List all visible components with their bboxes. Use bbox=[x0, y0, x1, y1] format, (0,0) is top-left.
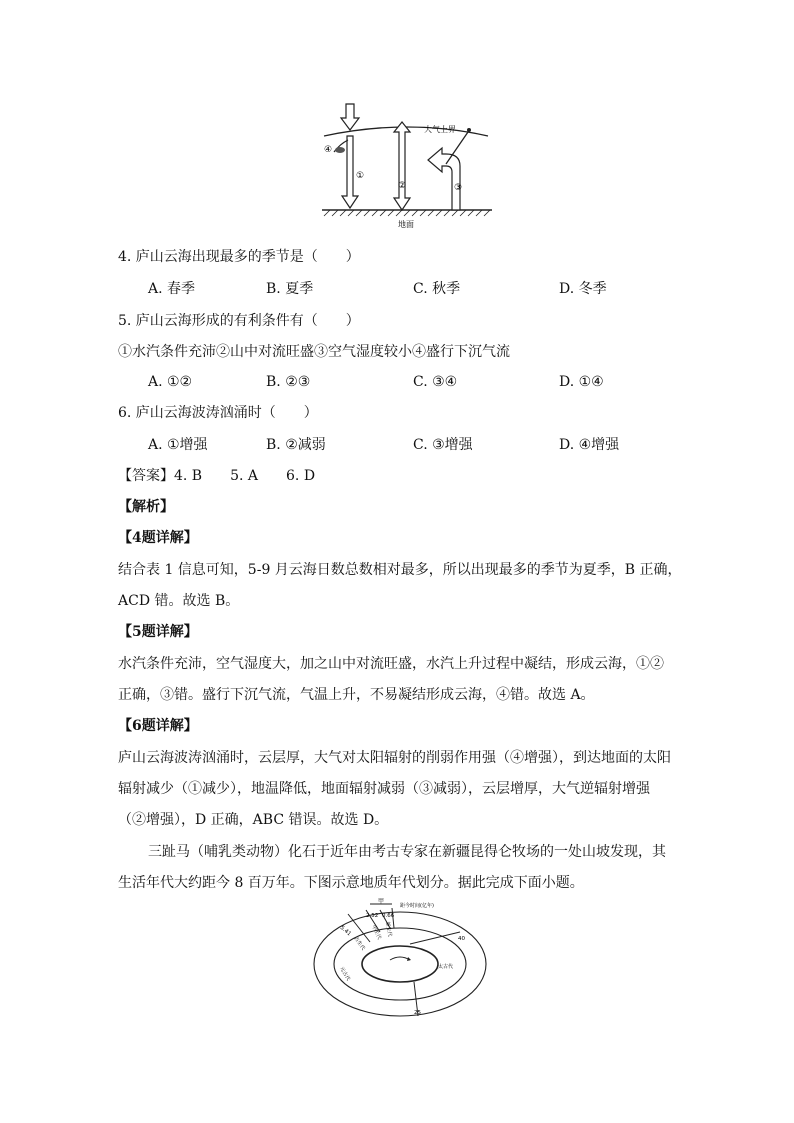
q4-option-c: C. 秋季 bbox=[413, 281, 461, 297]
era-archean: 太古代 bbox=[438, 964, 454, 970]
intro-line-2: 生活年代大约距今 8 百万年。下图示意地质年代划分。据此完成下面小题。 bbox=[118, 875, 584, 891]
analysis-heading: 【解析】 bbox=[118, 499, 174, 515]
q6-option-b: B. ②减弱 bbox=[266, 437, 326, 453]
q6-option-a: A. ①增强 bbox=[148, 437, 208, 453]
marker-3: ③ bbox=[454, 183, 463, 193]
q5-option-c: C. ③④ bbox=[413, 374, 458, 390]
era-proterozoic: 元古代 bbox=[338, 966, 351, 983]
inner-ring bbox=[362, 946, 438, 982]
q6-option-c: C. ③增强 bbox=[413, 437, 473, 453]
detail-6-line-1: 庐山云海波涛汹涌时，云层厚，大气对太阳辐射的削弱作用强（④增强），到达地面的太阳 bbox=[118, 750, 671, 766]
era-cenozoic: 新生代 bbox=[384, 921, 393, 938]
detail-6-heading: 【6题详解】 bbox=[118, 718, 198, 734]
upper-boundary-label: 大气上界 bbox=[424, 125, 456, 134]
detail-5-heading: 【5题详解】 bbox=[118, 624, 198, 640]
ground-hatching bbox=[324, 210, 490, 216]
number-5-41: 5.41 bbox=[338, 924, 352, 938]
q5-option-a: A. ①② bbox=[148, 374, 193, 390]
q4-stem: 4. 庐山云海出现最多的季节是（ ） bbox=[118, 249, 360, 265]
q6-option-d: D. ④增强 bbox=[559, 437, 620, 453]
detail-5-line-1: 水汽条件充沛，空气湿度大，加之山中对流旺盛，水汽上升过程中凝结，形成云海，①② bbox=[118, 656, 664, 672]
marker-1: ① bbox=[356, 171, 365, 181]
era-paleozoic: 古生代 bbox=[352, 935, 366, 952]
number-2-52: 2.52 bbox=[366, 913, 379, 919]
arrow-3 bbox=[428, 148, 463, 210]
q4-option-d: D. 冬季 bbox=[559, 281, 607, 297]
number-40: 40 bbox=[458, 936, 465, 942]
q6-stem: 6. 庐山云海波涛汹涌时（ ） bbox=[118, 405, 318, 421]
detail-5-line-2: 正确，③错。盛行下沉气流，气温上升，不易凝结形成云海，④错。故选 A。 bbox=[118, 687, 595, 703]
era-mesozoic: 中生代 bbox=[370, 924, 382, 941]
label-jia: 甲 bbox=[378, 898, 385, 905]
number-0-66: 0.66 bbox=[382, 913, 395, 919]
detail-6-line-2: 辐射减少（①减少），地温降低，地面辐射减弱（③减弱），云层增厚，大气逆辐射增强 bbox=[118, 781, 650, 797]
q5-stem: 5. 庐山云海形成的有利条件有（ ） bbox=[118, 313, 360, 329]
q5-option-b: B. ②③ bbox=[266, 374, 311, 390]
marker-4: ④ bbox=[324, 145, 333, 155]
time-axis-label: 距今时间(亿年) bbox=[400, 903, 434, 909]
detail-4-line-2: ACD 错。故选 B。 bbox=[118, 593, 240, 609]
q4-option-a: A. 春季 bbox=[148, 281, 196, 297]
q5-conditions: ①水汽条件充沛②山中对流旺盛③空气湿度较小④盛行下沉气流 bbox=[118, 344, 510, 360]
answer-line: 【答案】4. B 5. A 6. D bbox=[118, 468, 316, 484]
detail-4-line-1: 结合表 1 信息可知，5-9 月云海日数总数相对最多，所以出现最多的季节为夏季，B 正确， bbox=[118, 562, 682, 578]
q4-option-b: B. 夏季 bbox=[266, 281, 314, 297]
number-25: 25 bbox=[414, 1010, 421, 1016]
intro-line-1: 三趾马（哺乳类动物）化石于近年由考古专家在新疆昆得仑牧场的一处山坡发现，其 bbox=[148, 844, 666, 860]
atmosphere-heating-diagram bbox=[318, 100, 496, 230]
arrow-2 bbox=[394, 122, 410, 210]
detail-4-heading: 【4题详解】 bbox=[118, 530, 198, 546]
cycle-arrow-icon bbox=[390, 957, 410, 960]
ground-label: 地面 bbox=[398, 220, 414, 229]
solar-radiation-arrow bbox=[341, 104, 359, 130]
geologic-time-diagram bbox=[310, 898, 490, 1020]
q5-option-d: D. ①④ bbox=[559, 374, 604, 390]
detail-6-line-3: （②增强），D 正确，ABC 错误。故选 D。 bbox=[118, 812, 389, 828]
marker-2: ② bbox=[398, 181, 407, 191]
